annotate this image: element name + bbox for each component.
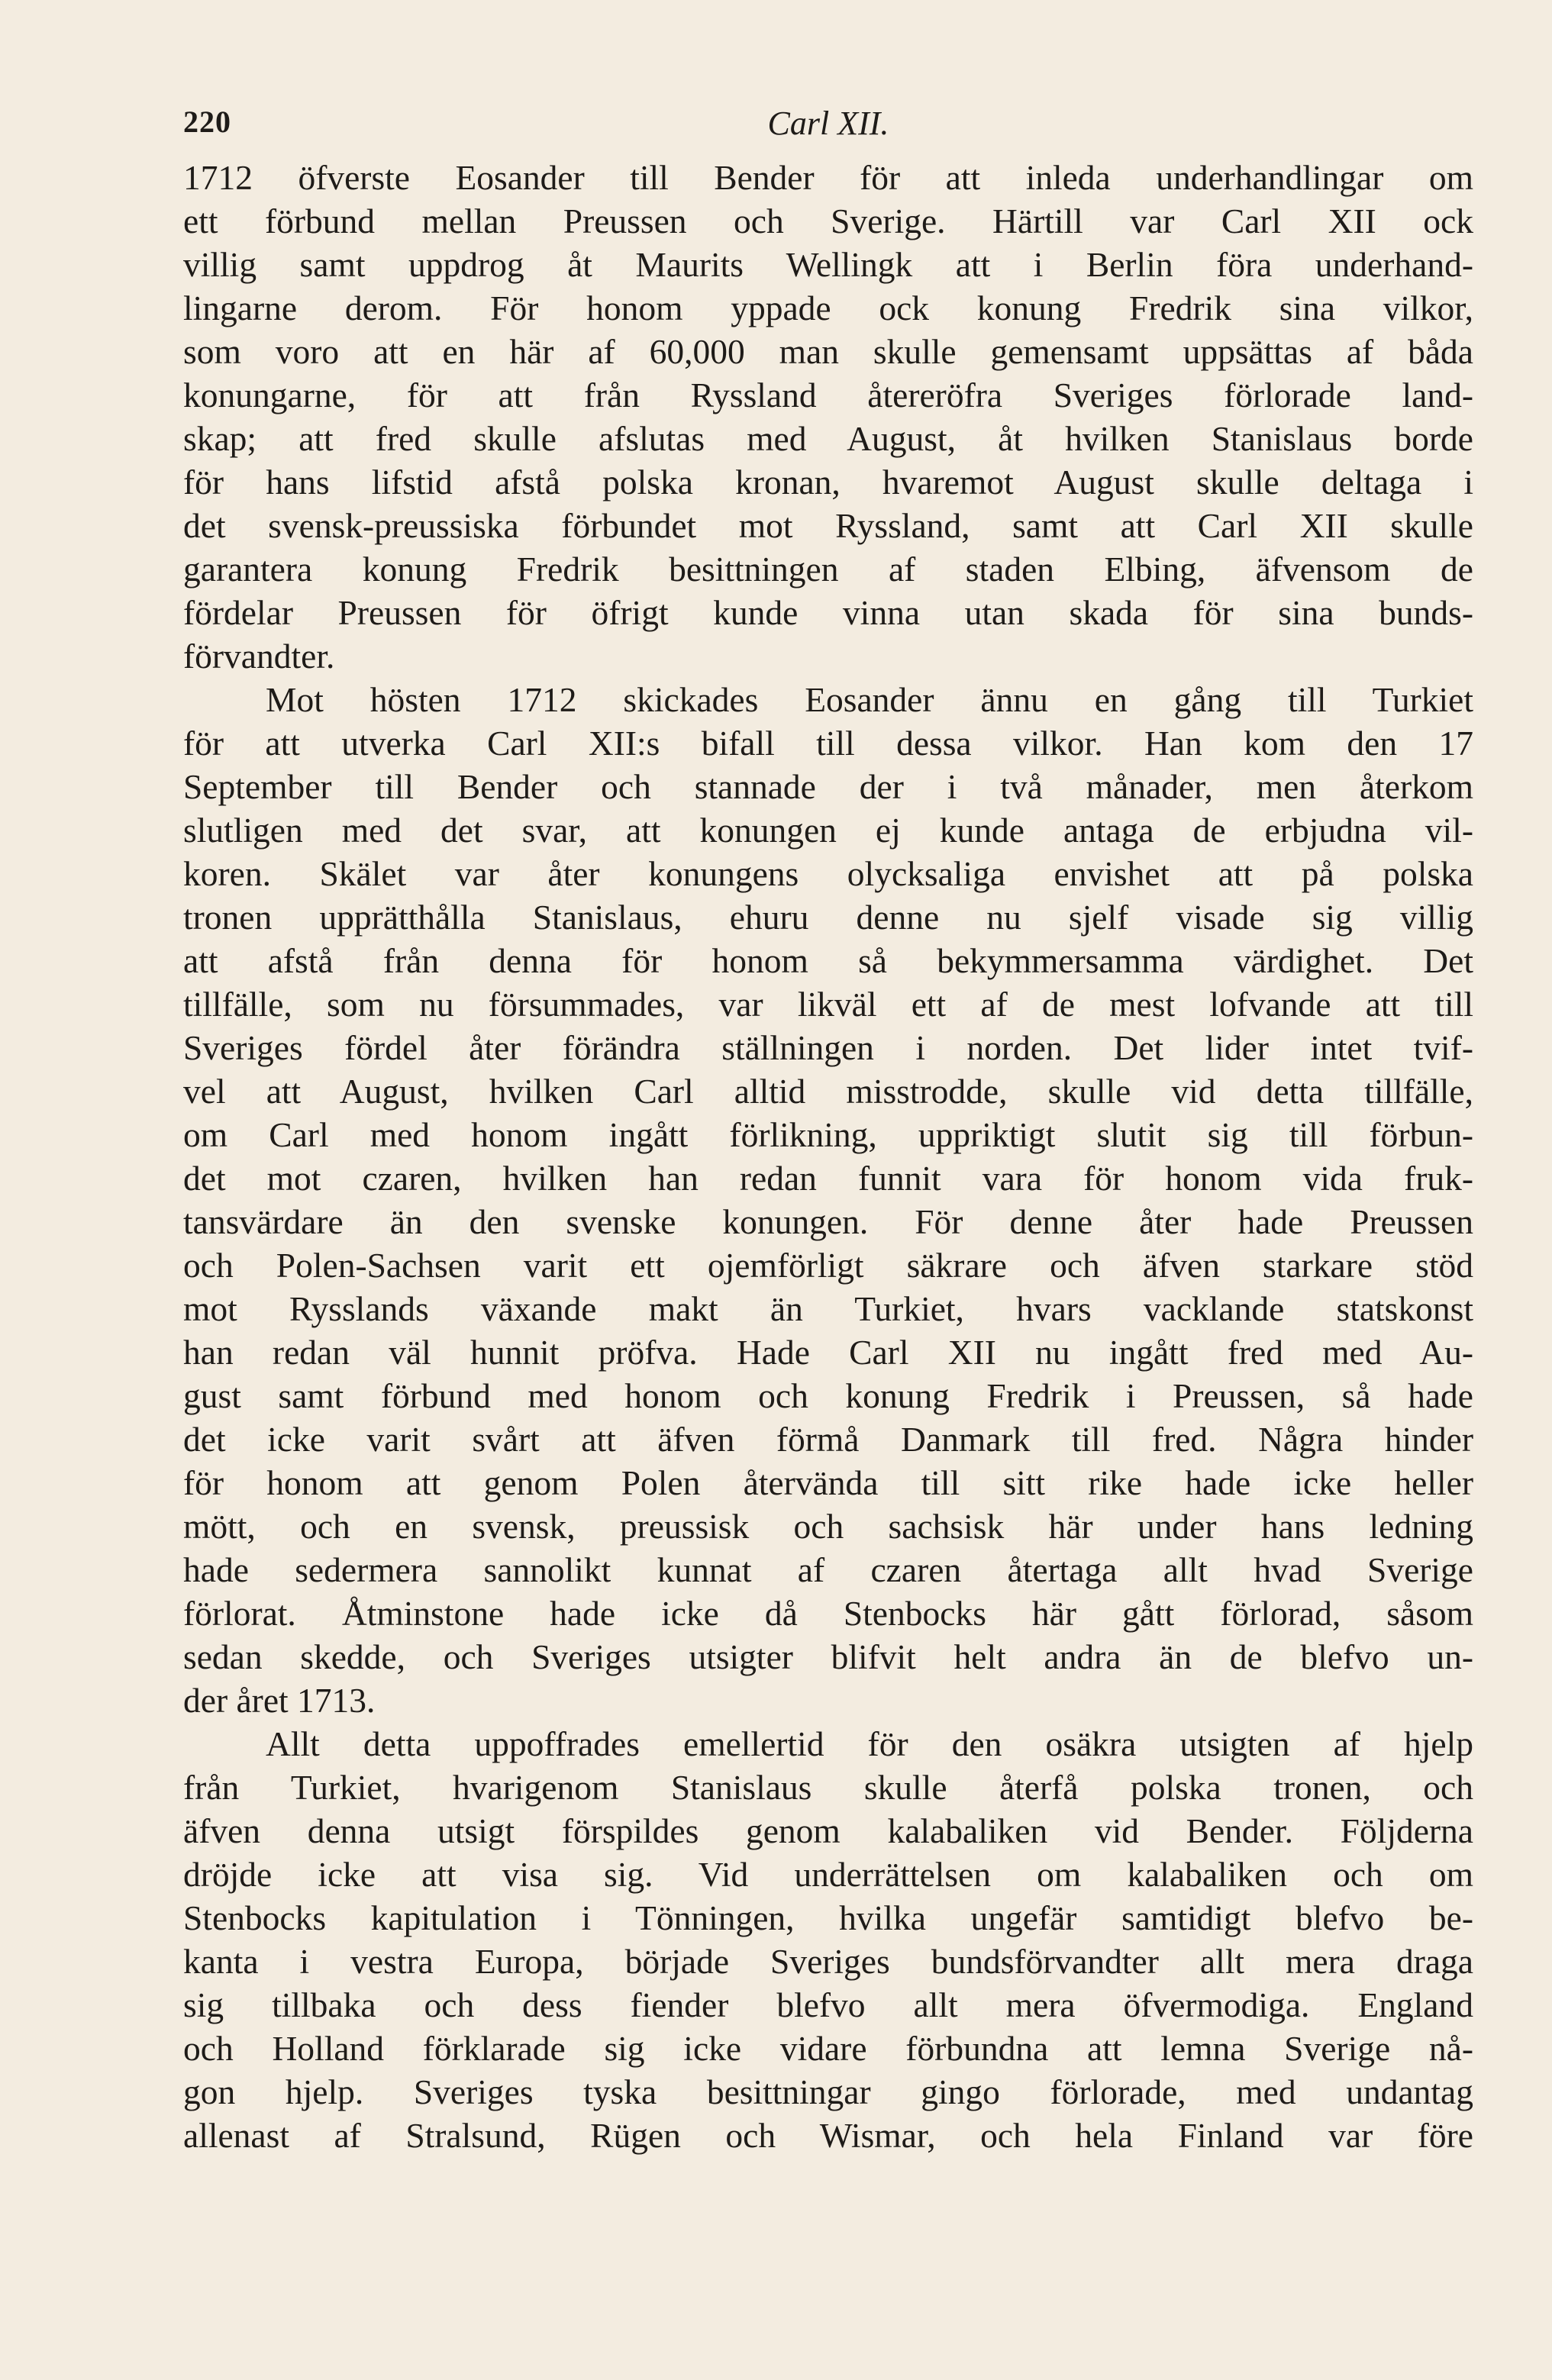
text-line: och Holland förklarade sig icke vidare förbundna att lemna Sverige nå-: [183, 2029, 1473, 2068]
text-line: mött, och en svensk, preussisk och sachsisk här under hans ledning: [183, 1507, 1473, 1546]
text-line: förvandter.: [183, 637, 335, 676]
running-title: Carl XII.: [767, 105, 889, 142]
text-line: allenast af Stralsund, Rügen och Wismar, och hela Finland var före: [183, 2116, 1473, 2155]
text-line: Allt detta uppoffrades emellertid för den osäkra utsigten af hjelp: [266, 1724, 1473, 1763]
text-line: tillfälle, som nu försummades, var likväl ett af de mest lofvande att till: [183, 985, 1473, 1024]
text-line: sig tillbaka och dess fiender blefvo allt mera öfvermodiga. England: [183, 1985, 1473, 2024]
text-line: koren. Skälet var åter konungens olycksaliga envishet att på polska: [183, 854, 1473, 893]
text-line: garantera konung Fredrik besittningen af staden Elbing, äfvensom de: [183, 550, 1473, 589]
text-line: att afstå från denna för honom så bekymmersamma värdighet. Det: [183, 941, 1473, 980]
text-line: det mot czaren, hvilken han redan funnit vara för honom vida fruk-: [183, 1159, 1473, 1198]
text-line: ett förbund mellan Preussen och Sverige. Härtill var Carl XII ock: [183, 202, 1473, 240]
text-line: för att utverka Carl XII:s bifall till dessa vilkor. Han kom den 17: [183, 724, 1473, 763]
text-line: för honom att genom Polen återvända till sitt rike hade icke heller: [183, 1463, 1473, 1502]
text-line: om Carl med honom ingått förlikning, uppriktigt slutit sig till förbun-: [183, 1115, 1473, 1154]
text-line: tronen upprätthålla Stanislaus, ehuru denne nu sjelf visade sig villig: [183, 898, 1473, 937]
body-text: [183, 156, 1473, 2157]
text-line: der året 1713.: [183, 1681, 376, 1720]
text-line: vel att August, hvilken Carl alltid misstrodde, skulle vid detta tillfälle,: [183, 1072, 1473, 1111]
text-line: 1712 öfverste Eosander till Bender för att inleda underhandlingar om: [183, 158, 1473, 197]
text-line: och Polen-Sachsen varit ett ojemförligt säkrare och äfven starkare stöd: [183, 1246, 1473, 1285]
text-line: han redan väl hunnit pröfva. Hade Carl XII nu ingått fred med Au-: [183, 1333, 1473, 1372]
text-line: skap; att fred skulle afslutas med August, åt hvilken Stanislaus borde: [183, 419, 1473, 458]
text-line: det icke varit svårt att äfven förmå Danmark till fred. Några hinder: [183, 1420, 1473, 1459]
running-head: [183, 104, 1473, 150]
text-line: Sveriges fördel åter förändra ställningen i norden. Det lider intet tvif-: [183, 1028, 1473, 1067]
text-line: dröjde icke att visa sig. Vid underrättelsen om kalabaliken och om: [183, 1855, 1473, 1894]
text-line: äfven denna utsigt förspildes genom kalabaliken vid Bender. Följderna: [183, 1811, 1473, 1850]
text-line: Stenbocks kapitulation i Tönningen, hvilka ungefär samtidigt blefvo be-: [183, 1898, 1473, 1937]
page-number: 220: [183, 105, 231, 139]
text-line: från Turkiet, hvarigenom Stanislaus skulle återfå polska tronen, och: [183, 1768, 1473, 1807]
text-line: mot Rysslands växande makt än Turkiet, hvars vacklande statskonst: [183, 1289, 1473, 1328]
text-line: tansvärdare än den svenske konungen. För denne åter hade Preussen: [183, 1202, 1473, 1241]
text-line: September till Bender och stannade der i två månader, men återkom: [183, 767, 1473, 806]
text-line: Mot hösten 1712 skickades Eosander ännu en gång till Turkiet: [266, 680, 1473, 719]
text-line: kanta i vestra Europa, började Sveriges bundsförvandter allt mera draga: [183, 1942, 1473, 1981]
text-line: gon hjelp. Sveriges tyska besittningar gingo förlorade, med undantag: [183, 2072, 1473, 2111]
text-line: det svensk-preussiska förbundet mot Ryssland, samt att Carl XII skulle: [183, 506, 1473, 545]
text-line: som voro att en här af 60,000 man skulle gemensamt uppsättas af båda: [183, 332, 1473, 371]
text-line: slutligen med det svar, att konungen ej kunde antaga de erbjudna vil-: [183, 811, 1473, 850]
text-line: för hans lifstid afstå polska kronan, hvaremot August skulle deltaga i: [183, 463, 1473, 501]
text-line: lingarne derom. För honom yppade ock konung Fredrik sina vilkor,: [183, 289, 1473, 327]
text-line: konungarne, för att från Ryssland återeröfra Sveriges förlorade land-: [183, 376, 1473, 414]
text-line: förlorat. Åtminstone hade icke då Stenbocks här gått förlorad, såsom: [183, 1594, 1473, 1633]
text-line: villig samt uppdrog åt Maurits Wellingk att i Berlin föra underhand-: [183, 245, 1473, 284]
text-line: gust samt förbund med honom och konung Fredrik i Preussen, så hade: [183, 1376, 1473, 1415]
text-line: fördelar Preussen för öfrigt kunde vinna utan skada för sina bunds-: [183, 593, 1473, 632]
text-line: sedan skedde, och Sveriges utsigter blifvit helt andra än de blefvo un-: [183, 1637, 1473, 1676]
text-line: hade sedermera sannolikt kunnat af czaren återtaga allt hvad Sverige: [183, 1550, 1473, 1589]
